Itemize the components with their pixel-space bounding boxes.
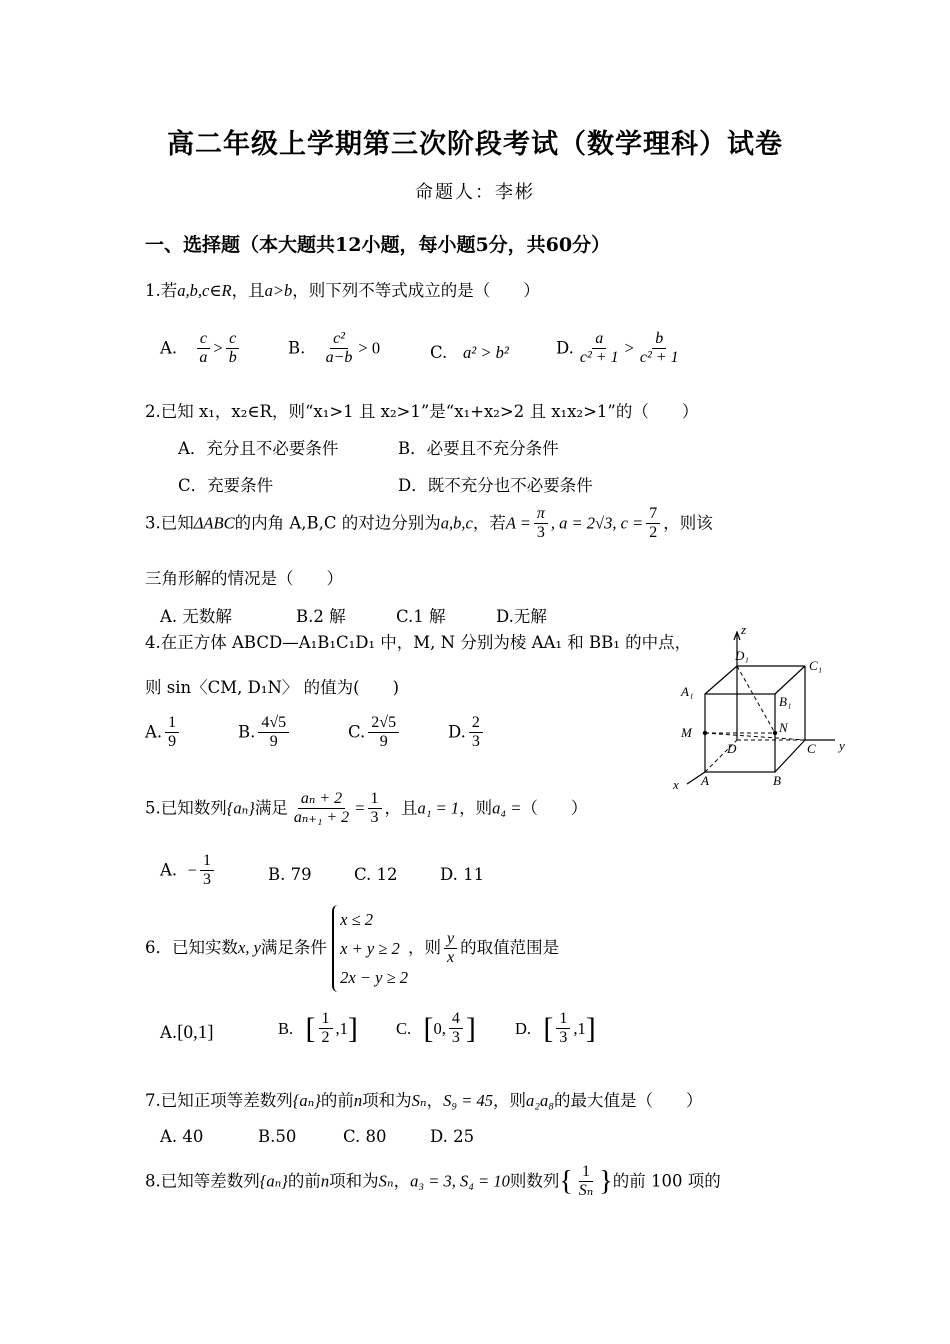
question-6-option-a: A.[0,1] [160,1022,214,1043]
question-3-option-b: B.2 解 [296,607,346,626]
label-B1: B₁ [779,694,792,709]
question-7-stem: 7.已知正项等差数列{aₙ}的前n项和为Sₙ，S₉ = 45，则a₂a₈的最大值是（ ） [145,1091,703,1110]
label-x: x [673,777,679,792]
cube-figure [665,622,850,794]
question-1-option-d: D. $\frac{a}{\text{c² + 1}}$ > $\frac{b}{\text{c² + 1}}$ [556,330,679,367]
question-3-stem: 3.已知ΔABC的内角 A,B,C 的对边分别为a,b,c，若A = $\frac{\pi}{3}$ , a = 2√3, c = $\frac{7}{2}$ ，则该 [145,505,713,542]
label-A1: A₁ [681,684,694,699]
question-5-stem: 5.已知数列{aₙ}满足 $\frac{\text{aₙ + 2}}{\text{aₙ₊₁ + 2}}$ = $\frac{1}{3}$ ，且a₁ = 1，则a₄ =（ ） [145,790,588,827]
question-4-option-d: D. $\frac{2}{3}$ [448,714,486,752]
question-5-option-c: C. 12 [354,865,398,884]
label-N: N [779,720,788,735]
question-6-option-c: C. [ 0, $\frac{4}{3}$ ] [396,1010,476,1047]
page-title: 高二年级上学期第三次阶段考试（数学理科）试卷 [167,129,783,160]
question-1-option-c: C. a² > b² [430,343,509,362]
question-4-stem-line2: 则 sin〈CM, D₁N〉 的值为( ) [145,678,400,697]
question-1-option-b: B. $\frac{\text{c²}}{a-b}$ > 0 [288,330,381,367]
question-6-stem: 6．已知实数x, y满足条件 x ≤ 2 x + y ≥ 2 2x − y ≥ 2 ，则 $\frac{y}{x}$ 的取值范围是 [145,905,559,992]
question-2-stem: 2.已知 x₁，x₂∈R，则“x₁>1 且 x₂>1”是“x₁+x₂>2 且 x₁x₂>1”的（ ） [145,402,699,421]
question-5-option-a: A. − $\frac{1}{3}$ [160,852,217,890]
question-3-option-c: C.1 解 [396,607,446,626]
question-7-option-d: D. 25 [430,1127,475,1146]
author-line: 命题人：李彬 [415,182,535,203]
label-C: C [807,741,816,756]
question-5-option-d: D. 11 [440,865,485,884]
question-2-option-c: C．充要条件 [178,476,274,495]
question-1-option-a: A. $\frac{c}{a}$ > $\frac{c}{b}$ [160,330,243,368]
question-7-option-b: B.50 [258,1127,297,1146]
label-z: z [741,622,747,637]
label-M: M [681,725,692,740]
label-C1: C₁ [809,658,823,673]
question-8-stem: 8.已知等差数列{aₙ}的前n项和为Sₙ，a₃ = 3, S₄ = 10则数列{ $\frac{1}{\text{Sₙ}}$ }的前 100 项的 [145,1163,721,1200]
question-2-option-b: B．必要且不充分条件 [398,439,559,458]
constraint-system: x ≤ 2 x + y ≥ 2 2x − y ≥ 2 [332,905,408,992]
question-4-option-b: B. $\frac{4√5}{9}$ [238,714,292,752]
question-4-stem: 4.在正方体 ABCD—A₁B₁C₁D₁ 中，M, N 分别为棱 AA₁ 和 BB₁ 的中点， [145,633,692,652]
question-3-option-d: D.无解 [496,607,547,626]
label-D: D [727,741,737,756]
question-2-option-a: A．充分且不必要条件 [178,439,339,458]
question-5-option-b: B. 79 [268,865,312,884]
label-B: B [773,773,781,788]
question-1-stem: 1.若a,b,c∈R，且a>b，则下列不等式成立的是（ ） [145,281,540,300]
question-4-option-a: A. $\frac{1}{9}$ [145,714,182,752]
question-3-option-a: A. 无数解 [160,607,232,626]
label-y: y [839,738,845,753]
question-2-option-d: D．既不充分也不必要条件 [398,476,593,495]
question-6-option-b: B. [ $\frac{1}{2}$ ,1 ] [278,1010,358,1047]
question-4-option-c: C. $\frac{2√5}{9}$ [348,714,402,752]
label-D1: D₁ [735,648,749,663]
section-heading: 一、选择题（本大题共12小题，每小题5分，共60分） [145,234,611,256]
label-A: A [701,773,709,788]
question-6-option-d: D. [ $\frac{1}{3}$ ,1 ] [515,1010,596,1047]
question-7-option-a: A. 40 [160,1127,204,1146]
question-7-option-c: C. 80 [343,1127,387,1146]
question-3-stem-line2: 三角形解的情况是（ ） [145,569,343,588]
